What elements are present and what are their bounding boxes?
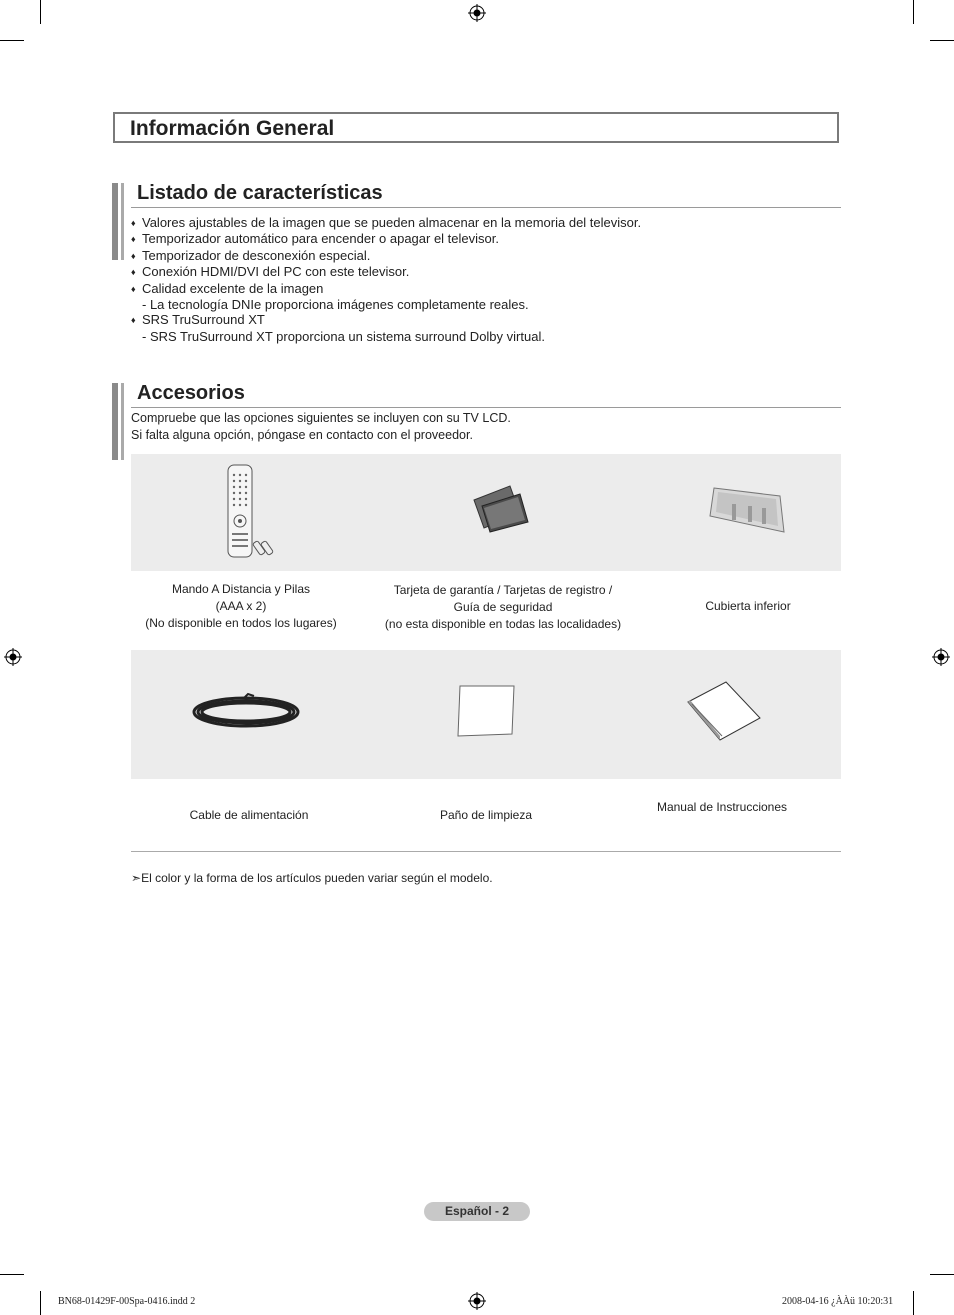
section-bar xyxy=(121,383,124,460)
accessory-caption: Paño de limpieza xyxy=(439,808,533,822)
registration-mark-icon xyxy=(4,648,22,666)
accessory-caption: Manual de Instrucciones xyxy=(656,800,788,814)
crop-mark xyxy=(913,0,914,24)
diamond-bullet-icon: ♦ xyxy=(131,283,136,294)
diamond-bullet-icon: ♦ xyxy=(131,315,136,326)
list-item: ♦ Valores ajustables de la imagen que se pueden almacenar en la memoria del televisor. xyxy=(131,215,642,230)
manual-icon xyxy=(684,678,764,742)
crop-mark xyxy=(0,1274,24,1275)
diamond-bullet-icon: ♦ xyxy=(131,218,136,228)
features-list xyxy=(131,215,641,344)
note xyxy=(131,871,493,885)
list-item: ♦ SRS TruSurround XT xyxy=(131,312,265,328)
registration-mark-icon xyxy=(932,648,950,666)
list-item: ♦ Temporizador de desconexión especial. xyxy=(131,247,371,263)
bottom-cover-icon xyxy=(704,482,788,540)
list-subitem: - La tecnología DNIe proporciona imágenes completamente reales. xyxy=(142,297,529,313)
list-item: ♦ Temporizador automático para encender o apagar el televisor. xyxy=(131,231,499,247)
accessory-caption: Mando A Distancia y Pilas (AAA x 2) (No disponible en todos los lugares) xyxy=(145,582,337,630)
cleaning-cloth-icon xyxy=(454,684,518,738)
accessories-title: Accesorios xyxy=(137,382,245,404)
section-bar xyxy=(112,183,118,260)
crop-mark xyxy=(930,1274,954,1275)
accessory-caption: Cable de alimentación xyxy=(189,808,309,822)
crop-mark xyxy=(0,40,24,41)
section-rule xyxy=(131,407,841,408)
accessories-intro xyxy=(131,410,511,444)
page-number: Español - 2 xyxy=(424,1202,530,1221)
intro-line: Compruebe que las opciones siguientes se incluyen con su TV LCD. xyxy=(131,411,511,425)
footer-file-name: BN68-01429F-00Spa-0416.indd 2 xyxy=(58,1296,196,1307)
list-item: ♦ Calidad excelente de la imagen xyxy=(131,280,324,296)
features-title: Listado de características xyxy=(137,182,383,204)
intro-line: Si falta alguna opción, póngase en contacto con el proveedor. xyxy=(131,428,473,442)
registration-mark-icon xyxy=(468,4,486,22)
list-subitem: - SRS TruSurround XT proporciona un sistema surround Dolby virtual. xyxy=(142,328,545,344)
accessory-caption: Tarjeta de garantía / Tarjetas de registro / Guía de seguridad (no esta disponible en todas las localidades) xyxy=(384,583,622,631)
diamond-bullet-icon: ♦ xyxy=(131,250,136,261)
note-arrow-icon: ➣ xyxy=(131,871,142,885)
remote-control-icon xyxy=(218,463,280,559)
chapter-title-box xyxy=(113,112,839,143)
footer-timestamp: 2008-04-16 ¿ÀÀü 10:20:31 xyxy=(782,1296,894,1307)
section-rule xyxy=(131,207,841,208)
crop-mark xyxy=(40,0,41,24)
accessory-caption: Cubierta inferior xyxy=(705,599,791,613)
diamond-bullet-icon: ♦ xyxy=(131,267,136,278)
crop-mark xyxy=(913,1291,914,1315)
section-bar xyxy=(121,183,124,260)
power-cord-icon xyxy=(188,690,306,734)
section-rule xyxy=(131,851,841,852)
list-item: ♦ Conexión HDMI/DVI del PC con este televisor. xyxy=(131,264,410,280)
chapter-title: Información General xyxy=(130,117,335,140)
diamond-bullet-icon: ♦ xyxy=(131,234,136,245)
warranty-card-icon xyxy=(470,482,532,534)
crop-mark xyxy=(930,40,954,41)
registration-mark-icon xyxy=(468,1292,486,1310)
crop-mark xyxy=(40,1291,41,1315)
note-text: El color y la forma de los artículos pueden variar según el modelo. xyxy=(141,871,493,885)
section-bar xyxy=(112,383,118,460)
